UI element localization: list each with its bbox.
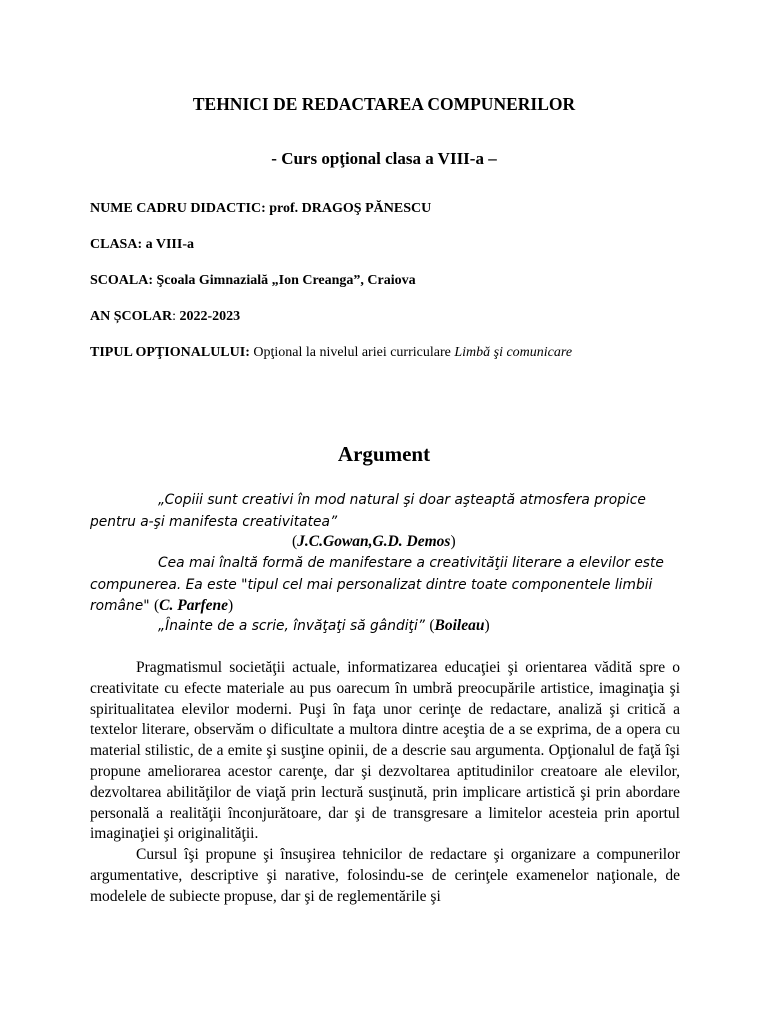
school-year-label: AN ȘCOLAR: [90, 309, 173, 324]
quote-2-line-3: române" (C. Parfene): [90, 597, 234, 614]
optional-type-line: [90, 345, 572, 361]
quote-1-line-2: pentru a-şi manifesta creativitatea”: [90, 514, 338, 530]
optional-type-value: Opţional la nivelul ariei curriculare: [253, 345, 455, 360]
quote-3-author: Boileau: [434, 617, 485, 634]
school-year-value: 2022-2023: [179, 309, 241, 324]
paragraph-2: Cursul îşi propune şi însuşirea tehnicilor de redactare şi organizare a compunerilor argumentative, descriptive şi narative, folosindu-se de cerinţele examenelor naţionale, de modelele de subiecte propuse, dar şi de reglementările şi: [90, 846, 680, 905]
school-value: Şcoala Gimnazială „Ion Creanga”, Craiova: [156, 273, 416, 288]
quote-1-line-1: „Copiii sunt creativi în mod natural şi doar aşteaptă atmosfera propice: [158, 492, 646, 508]
school-year-line: [90, 309, 240, 325]
document-subtitle: - Curs opţional clasa a VIII-a –: [271, 149, 497, 168]
argument-body: [90, 658, 680, 908]
class-line: CLASA: a VIII-a: [90, 237, 194, 252]
quote-1-author: J.C.Gowan,G.D. Demos: [297, 533, 451, 550]
school-label: SCOALA:: [90, 273, 157, 288]
document-title: TEHNICI DE REDACTAREA COMPUNERILOR: [192, 94, 576, 114]
quote-2-author: C. Parfene: [159, 597, 229, 614]
argument-heading: Argument: [337, 442, 431, 466]
quote-2-line-2: compunerea. Ea este "tipul cel mai personalizat dintre toate componentele limbii: [90, 577, 653, 593]
teacher-line: NUME CADRU DIDACTIC: prof. DRAGOŞ PĂNESCU: [90, 201, 432, 216]
optional-type-label: TIPUL OPŢIONALULUI:: [90, 345, 254, 360]
quote-1-attribution: (J.C.Gowan,G.D. Demos): [292, 533, 456, 550]
school-year-colon: :: [172, 309, 180, 324]
quote-3: „Înainte de a scrie, învăţaţi să gândiţi” (Boileau): [158, 617, 490, 634]
paragraph-1: Pragmatismul societăţii actuale, informatizarea educaţiei şi orientarea vădită spre o creativitate cu efecte materiale au pus oarecum în umbră preocupările artistice, imaginaţia şi spiritualitatea elevilor moderni. Puşi în faţa unor cerinţe de redactare, analiză şi critică a textelor literare, observăm o dificultate a multora dintre aceştia de a se exprima, de a opera cu material stilistic, de a emite şi susţine opinii, de a descrie sau argumenta. Opţionalul de faţă îşi propune ameliorarea acestor carenţe, dar şi dezvoltarea aptitudinilor creatoare ale elevilor, dezvoltarea abilităţilor de viaţă prin lectură susţinută, prin implicare artistică şi prin abordare personală a realităţii înconjurătoare, dar şi de transgresare a limitelor acesteia prin aportul imaginaţiei şi originalităţii.: [90, 659, 680, 843]
school-line: [90, 273, 416, 289]
optional-type-area: Limbă şi comunicare: [454, 345, 573, 360]
quote-2-line-1: Cea mai înaltă formă de manifestare a creativităţii literare a elevilor este: [158, 555, 664, 571]
